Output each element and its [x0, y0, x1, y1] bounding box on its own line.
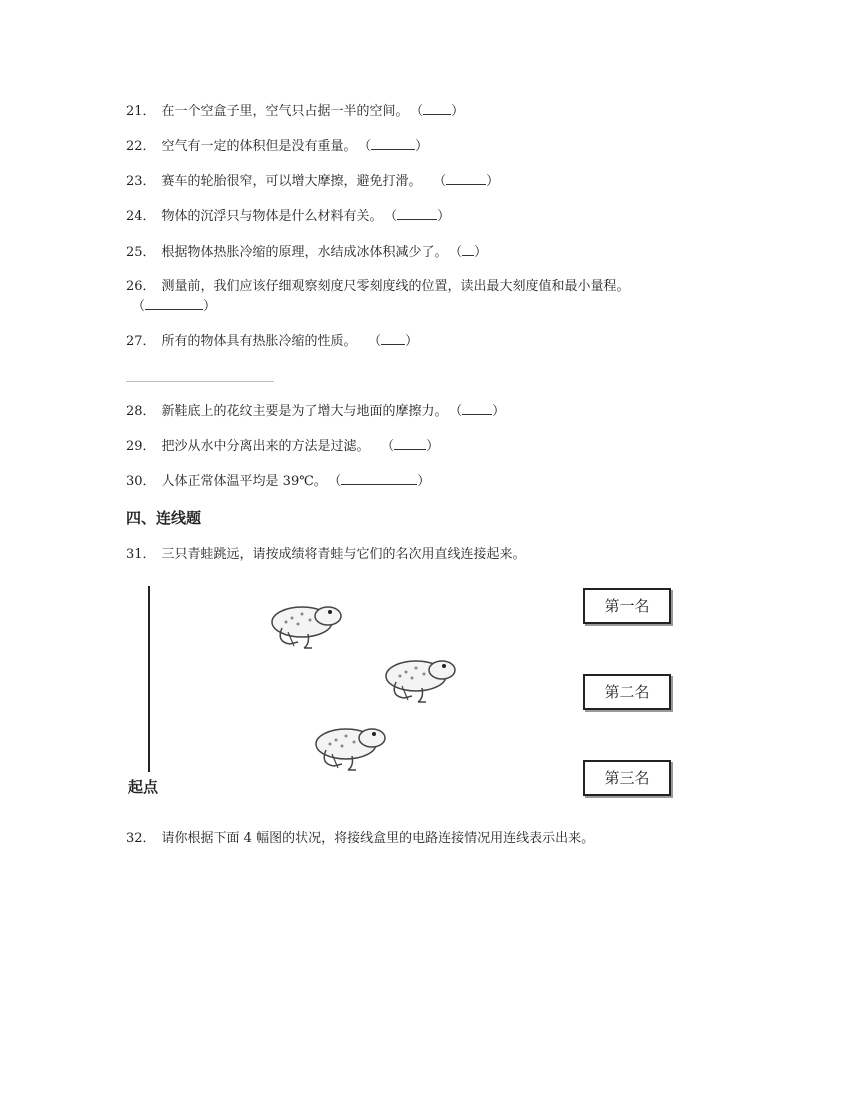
question-number: 29．	[126, 439, 156, 454]
rank-box-first[interactable]: 第一名	[583, 588, 671, 624]
question-text: 三只青蛙跳远，请按成绩将青蛙与它们的名次用直线连接起来。	[161, 547, 526, 562]
section-title: 四、连线题	[126, 509, 202, 527]
question-number: 26．	[126, 279, 156, 294]
question-27	[126, 332, 418, 351]
question-23	[126, 172, 499, 191]
question-number: 28．	[126, 404, 156, 419]
question-text: 所有的物体具有热胀冷缩的性质。	[161, 334, 357, 349]
question-text: 根据物体热胀冷缩的原理，水结成冰体积减少了。	[161, 245, 448, 260]
question-21	[126, 102, 464, 121]
answer-blank[interactable]: （ ）	[416, 104, 465, 119]
question-text: 赛车的轮胎很窄，可以增大摩擦，避免打滑。	[161, 174, 422, 189]
question-number: 23．	[126, 174, 156, 189]
question-number: 31．	[126, 547, 156, 562]
answer-blank[interactable]: （ ）	[364, 139, 429, 154]
question-28	[126, 402, 505, 421]
question-number: 24．	[126, 209, 156, 224]
question-number: 21．	[126, 104, 156, 119]
question-number: 25．	[126, 245, 156, 260]
answer-blank[interactable]: （ ）	[455, 404, 506, 419]
frog-icon[interactable]	[312, 720, 388, 776]
answer-blank[interactable]: （ ）	[387, 439, 440, 454]
rank-box-second[interactable]: 第二名	[583, 674, 671, 710]
question-text: 空气有一定的体积但是没有重量。	[161, 139, 357, 154]
answer-blank[interactable]: （ ）	[390, 209, 451, 224]
question-text: 人体正常体温平均是 39℃。	[161, 474, 327, 489]
question-32	[126, 830, 594, 848]
question-text: 物体的沉浮只与物体是什么材料有关。	[161, 209, 383, 224]
answer-blank[interactable]: （ ）	[132, 299, 217, 314]
question-26	[126, 278, 630, 296]
answer-blank[interactable]: （ ）	[439, 174, 500, 189]
question-number: 27．	[126, 334, 156, 349]
question-22	[126, 137, 428, 156]
question-text: 测量前，我们应该仔细观察刻度尺零刻度线的位置，读出最大刻度值和最小量程。	[161, 279, 630, 294]
question-31	[126, 546, 526, 564]
answer-blank[interactable]: （ ）	[455, 245, 488, 260]
section-divider	[126, 381, 274, 382]
answer-blank[interactable]: （ ）	[334, 474, 431, 489]
start-line	[148, 586, 150, 772]
frog-icon[interactable]	[382, 652, 458, 708]
question-number: 30．	[126, 474, 156, 489]
rank-box-third[interactable]: 第三名	[583, 760, 671, 796]
question-25	[126, 243, 487, 262]
question-24	[126, 207, 450, 226]
question-29	[126, 437, 439, 456]
question-number: 22．	[126, 139, 156, 154]
answer-blank[interactable]: （ ）	[374, 334, 419, 349]
question-text: 请你根据下面 4 幅图的状况，将接线盒里的电路连接情况用连线表示出来。	[161, 831, 595, 846]
start-label: 起点	[128, 778, 159, 796]
frog-icon[interactable]	[268, 598, 344, 654]
frog-jump-figure	[120, 578, 700, 808]
question-text: 新鞋底上的花纹主要是为了增大与地面的摩擦力。	[161, 404, 448, 419]
question-30	[126, 472, 430, 491]
question-text: 把沙从水中分离出来的方法是过滤。	[161, 439, 370, 454]
question-number: 32．	[126, 831, 156, 846]
question-text: 在一个空盒子里，空气只占据一半的空间。	[161, 104, 409, 119]
